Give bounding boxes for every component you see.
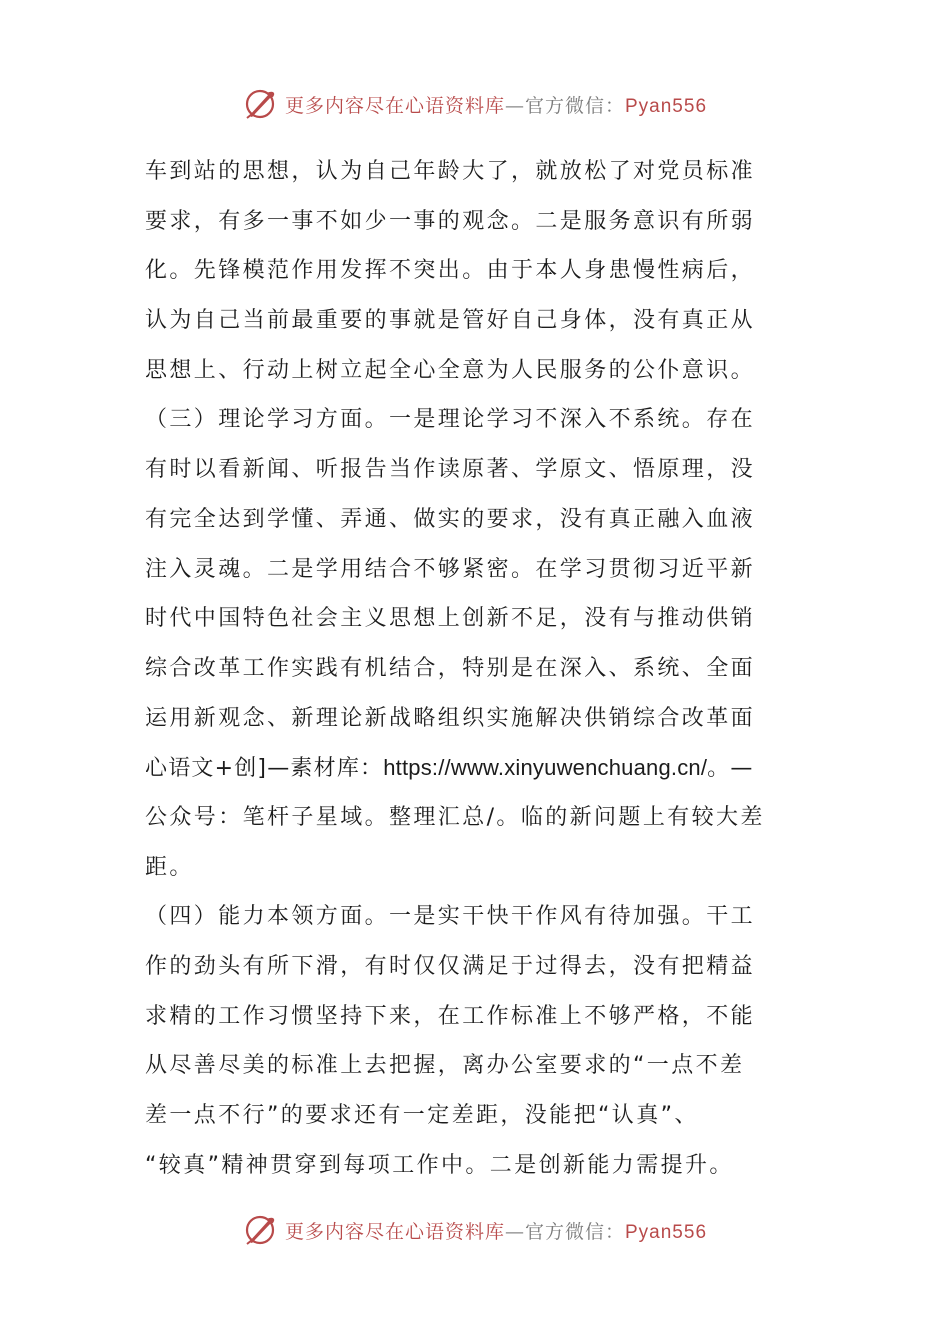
document-body	[145, 147, 810, 1190]
text-line: 距。	[145, 854, 194, 880]
url-prefix: 心语文+创]—素材库：	[145, 756, 384, 782]
text-line: 注入灵魂。二是学用结合不够紧密。在学习贯彻习近平新	[145, 556, 756, 582]
text-line: 有完全达到学懂、弄通、做实的要求，没有真正融入血液	[145, 506, 756, 532]
banner-wechat-id: Pyan556	[625, 1221, 708, 1243]
banner-separator: —	[504, 94, 525, 117]
website-url: https://www.xinyuwenchuang.cn/	[383, 755, 708, 781]
quill-logo-icon	[243, 1213, 277, 1247]
footer-banner	[0, 1210, 950, 1250]
banner-sub: 官方微信：	[524, 94, 625, 117]
text-line: 求精的工作习惯坚持下来，在工作标准上不够严格，不能	[145, 1003, 756, 1029]
text-line: 思想上、行动上树立起全心全意为人民服务的公仆意识。	[145, 357, 756, 383]
text-line-with-url	[145, 743, 810, 793]
text-line: “较真”精神贯穿到每项工作中。二是创新能力需提升。	[145, 1152, 734, 1178]
quill-logo-icon	[243, 87, 277, 121]
text-line: 要求，有多一事不如少一事的观念。二是服务意识有所弱	[145, 208, 756, 234]
banner-main: 更多内容尽在心语资料库	[284, 94, 505, 117]
section-heading-line: （四）能力本领方面。一是实干快干作风有待加强。干工	[145, 904, 756, 930]
header-banner	[0, 84, 950, 124]
text-line: 有时以看新闻、听报告当作读原著、学原文、悟原理，没	[145, 457, 756, 483]
banner-wechat-id: Pyan556	[625, 95, 708, 117]
text-line: 从尽善尽美的标准上去把握，离办公室要求的“一点不差	[145, 1053, 745, 1079]
text-line: 时代中国特色社会主义思想上创新不足，没有与推动供销	[145, 606, 756, 632]
text-line: 运用新观念、新理论新战略组织实施解决供销综合改革面	[145, 705, 756, 731]
text-line: 化。先锋模范作用发挥不突出。由于本人身患慢性病后，	[145, 258, 756, 284]
url-suffix: 。—	[707, 756, 754, 782]
banner-separator: —	[504, 1220, 525, 1243]
banner-sub: 官方微信：	[524, 1220, 625, 1243]
section-heading-line: （三）理论学习方面。一是理论学习不深入不系统。存在	[145, 407, 756, 433]
text-line: 公众号：笔杆子星域。整理汇总/。临的新问题上有较大差	[145, 804, 765, 830]
text-line: 差一点不行”的要求还有一定差距，没能把“认真”、	[145, 1103, 699, 1129]
banner-text	[285, 91, 707, 118]
text-line: 认为自己当前最重要的事就是管好自己身体，没有真正从	[145, 308, 756, 334]
banner-main: 更多内容尽在心语资料库	[284, 1220, 505, 1243]
banner-text	[285, 1217, 707, 1244]
text-line: 车到站的思想，认为自己年龄大了，就放松了对党员标准	[145, 159, 756, 184]
text-line: 综合改革工作实践有机结合，特别是在深入、系统、全面	[145, 655, 756, 681]
text-line: 作的劲头有所下滑，有时仅仅满足于过得去，没有把精益	[145, 954, 756, 979]
